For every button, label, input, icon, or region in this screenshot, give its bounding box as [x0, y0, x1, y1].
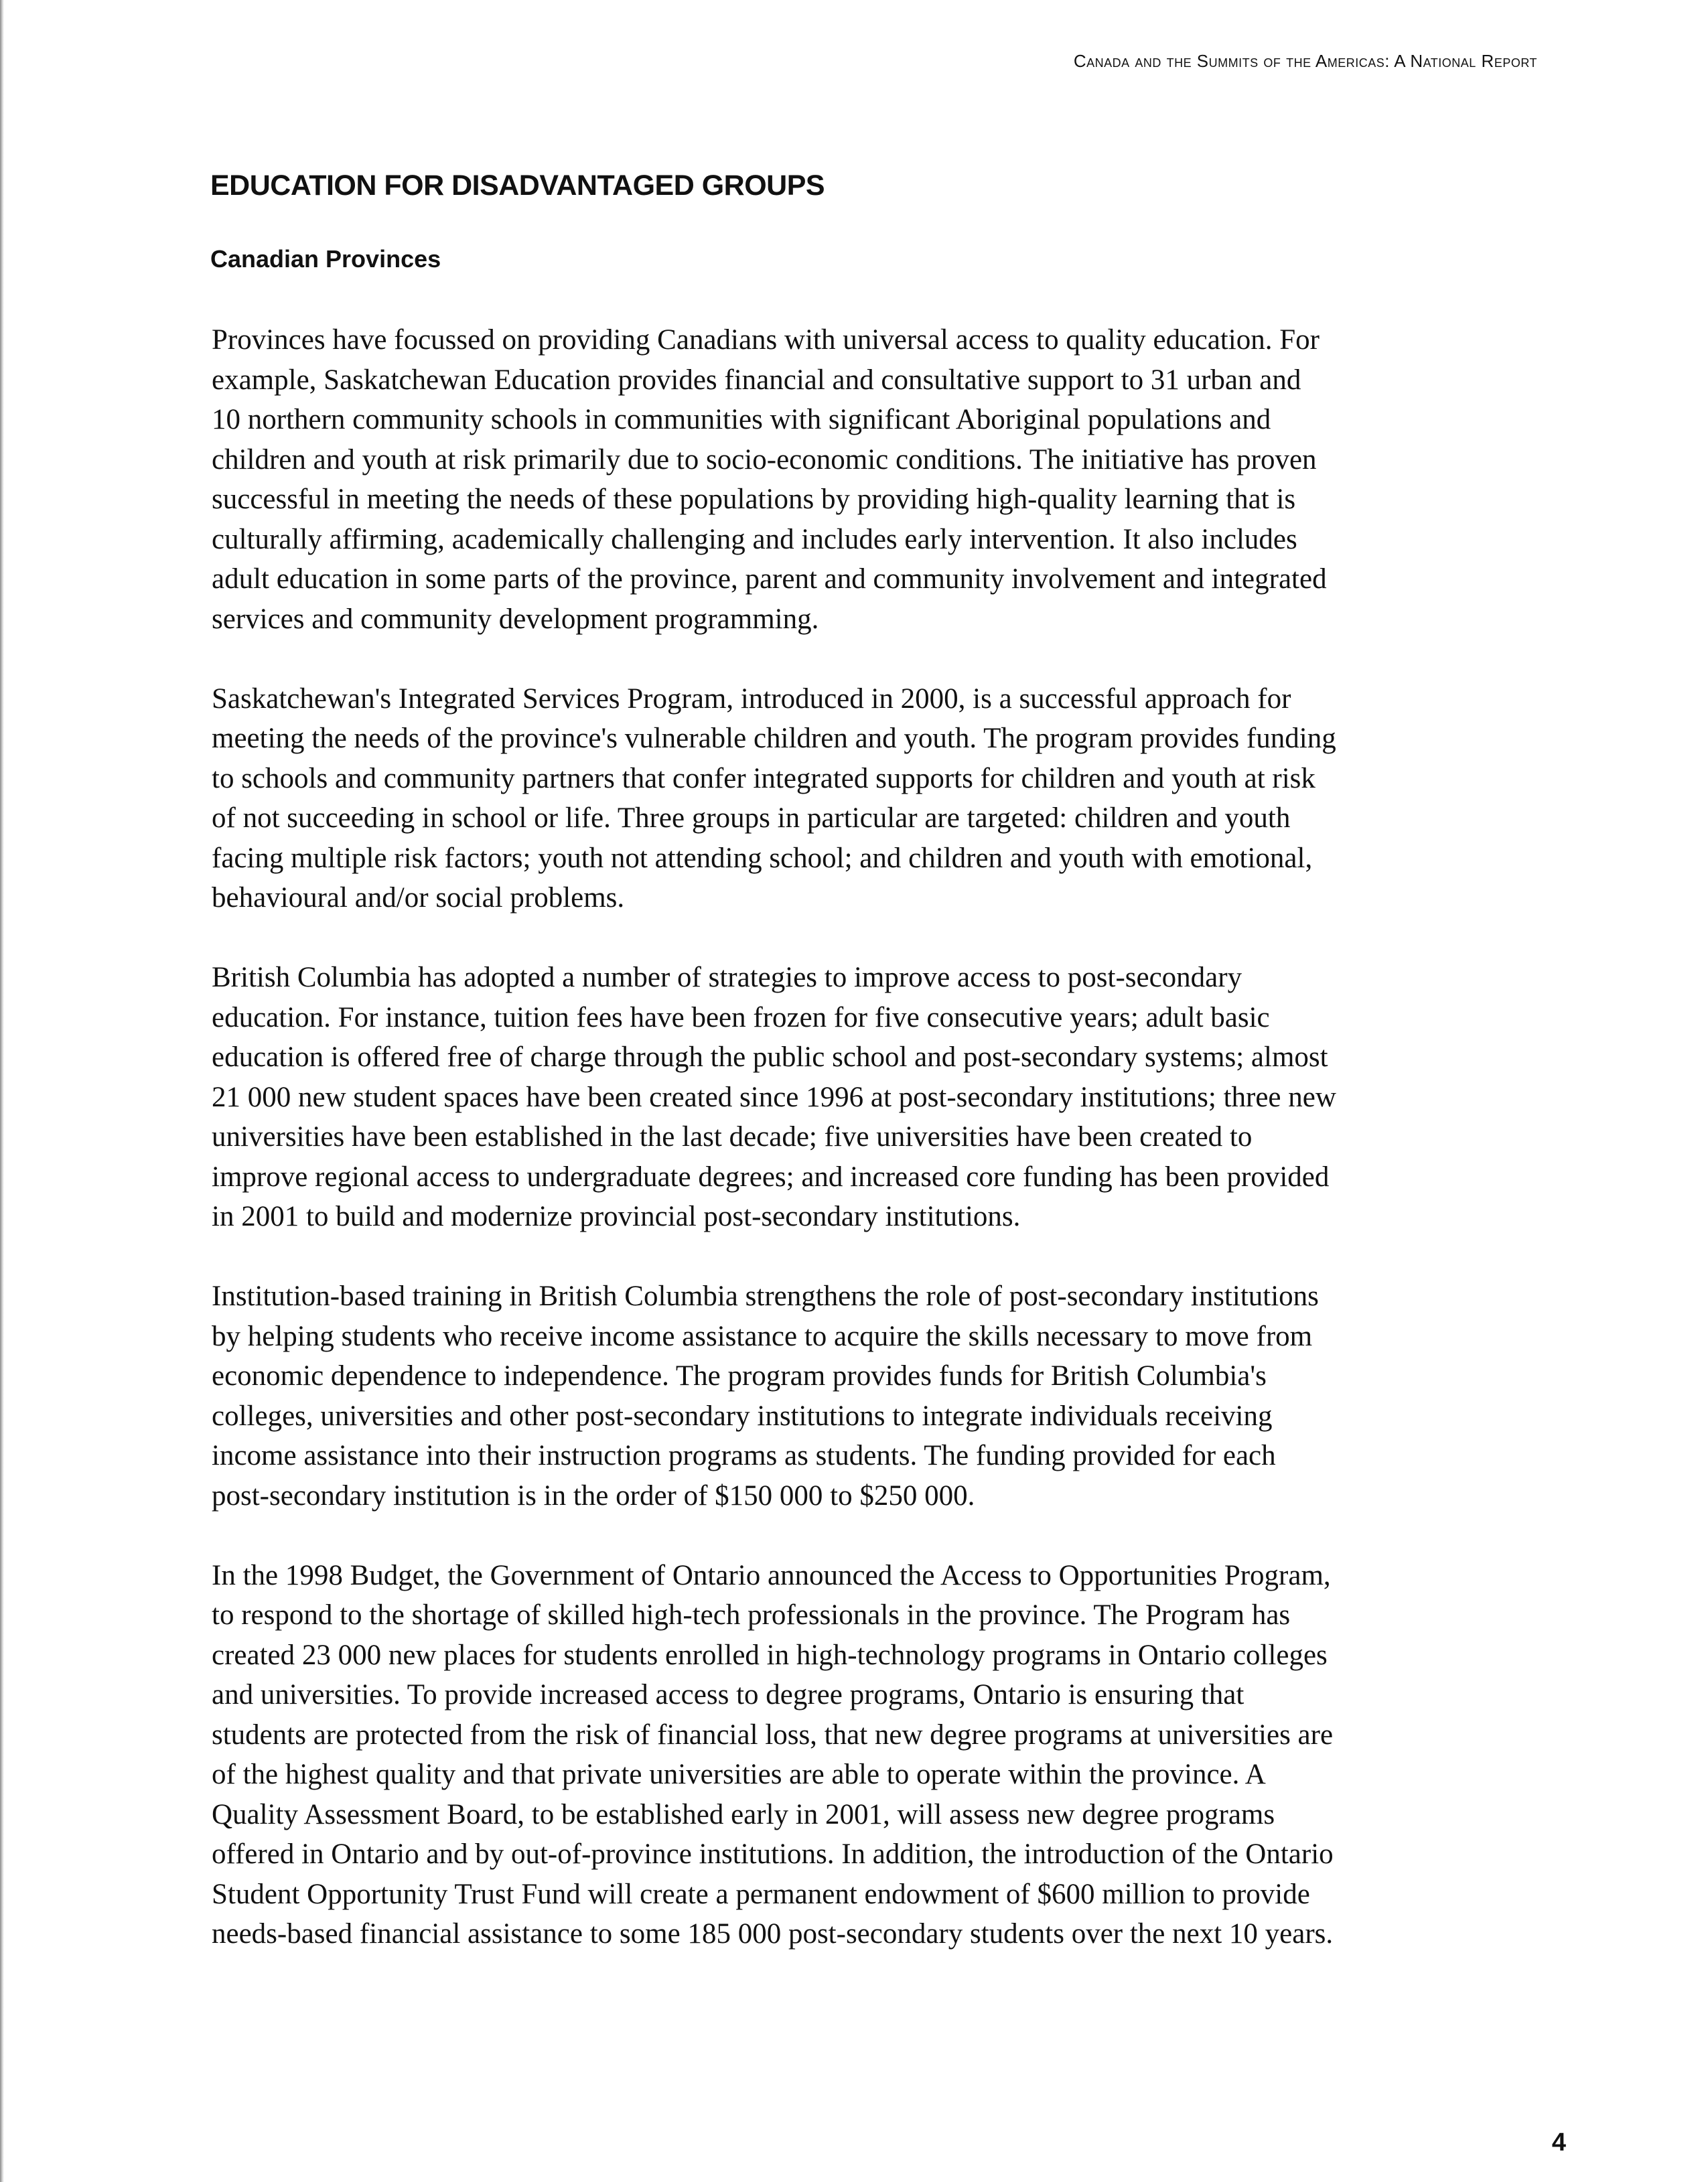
text-line: culturally affirming, academically challenging and includes early intervention. It also includes [212, 523, 1297, 555]
subsection-title: Canadian Provinces [210, 245, 441, 273]
paragraph-saskatchewan-education [212, 320, 1551, 639]
text-line: 10 northern community schools in communities with significant Aboriginal populations and [212, 404, 1271, 435]
text-line: services and community development programming. [212, 603, 819, 635]
paragraph-integrated-services [212, 679, 1551, 918]
text-line: Student Opportunity Trust Fund will create a permanent endowment of $600 million to provide [212, 1878, 1310, 1910]
text-line: post-secondary institution is in the order of $150 000 to $250 000. [212, 1479, 975, 1512]
text-line: of the highest quality and that private universities are able to operate within the province. A [212, 1759, 1266, 1790]
text-line: Institution-based training in British Columbia strengthens the role of post-secondary institutions [212, 1281, 1319, 1312]
paragraph-british-columbia-access [212, 958, 1551, 1237]
text-line: education. For instance, tuition fees have been frozen for five consecutive years; adult basic [212, 1001, 1270, 1033]
text-line: of not succeeding in school or life. Three groups in particular are targeted: children and youth [212, 802, 1291, 834]
text-line: created 23 000 new places for students enrolled in high-technology programs in Ontario colleges [212, 1639, 1328, 1671]
text-line: behavioural and/or social problems. [212, 882, 625, 914]
scan-edge [0, 0, 4, 2182]
text-line: meeting the needs of the province's vulnerable children and youth. The program provides funding [212, 723, 1336, 754]
text-line: successful in meeting the needs of these populations by providing high-quality learning that is [212, 484, 1296, 515]
text-line: offered in Ontario and by out-of-province institutions. In addition, the introduction of the Ontario [212, 1838, 1334, 1870]
text-line: colleges, universities and other post-secondary institutions to integrate individuals receiving [212, 1400, 1273, 1432]
text-line: education is offered free of charge through the public school and post-secondary systems; almost [212, 1041, 1328, 1073]
text-line: and universities. To provide increased access to degree programs, Ontario is ensuring that [212, 1679, 1244, 1711]
text-line: economic dependence to independence. The program provides funds for British Columbia's [212, 1360, 1267, 1392]
paragraph-institution-based-training [212, 1277, 1551, 1516]
text-line: needs-based financial assistance to some 185 000 post-secondary students over the next 10 years. [212, 1918, 1334, 1950]
text-line: Provinces have focussed on providing Canadians with universal access to quality education. For [212, 324, 1320, 356]
text-line: improve regional access to undergraduate degrees; and increased core funding has been provided [212, 1161, 1330, 1193]
text-line: adult education in some parts of the province, parent and community involvement and integrated [212, 563, 1327, 595]
text-line: universities have been established in the last decade; five universities have been created to [212, 1121, 1253, 1153]
text-line: In the 1998 Budget, the Government of Ontario announced the Access to Opportunities Program, [212, 1559, 1331, 1591]
running-header: Canada and the Summits of the Americas: A National Report [1073, 51, 1537, 71]
section-title: EDUCATION FOR DISADVANTAGED GROUPS [210, 169, 825, 202]
text-line: Saskatchewan's Integrated Services Program, introduced in 2000, is a successful approach for [212, 682, 1291, 715]
body-text [212, 320, 1551, 1994]
text-line: Quality Assessment Board, to be established early in 2001, will assess new degree programs [212, 1798, 1275, 1830]
text-line: by helping students who receive income assistance to acquire the skills necessary to move from [212, 1320, 1313, 1352]
text-line: facing multiple risk factors; youth not attending school; and children and youth with emotional, [212, 842, 1313, 874]
text-line: to schools and community partners that confer integrated supports for children and youth at risk [212, 762, 1315, 794]
text-line: in 2001 to build and modernize provincial post-secondary institutions. [212, 1201, 1021, 1232]
text-line: children and youth at risk primarily due to socio-economic conditions. The initiative has proven [212, 443, 1317, 476]
paragraph-ontario-access [212, 1556, 1551, 1954]
text-line: to respond to the shortage of skilled high-tech professionals in the province. The Program has [212, 1599, 1291, 1631]
text-line: 21 000 new student spaces have been created since 1996 at post-secondary institutions; three new [212, 1081, 1336, 1113]
page-number: 4 [1551, 2128, 1566, 2157]
text-line: British Columbia has adopted a number of strategies to improve access to post-secondary [212, 962, 1242, 993]
text-line: example, Saskatchewan Education provides financial and consultative support to 31 urban and [212, 364, 1301, 396]
text-line: students are protected from the risk of financial loss, that new degree programs at universities are [212, 1719, 1334, 1751]
text-line: income assistance into their instruction programs as students. The funding provided for each [212, 1440, 1276, 1471]
